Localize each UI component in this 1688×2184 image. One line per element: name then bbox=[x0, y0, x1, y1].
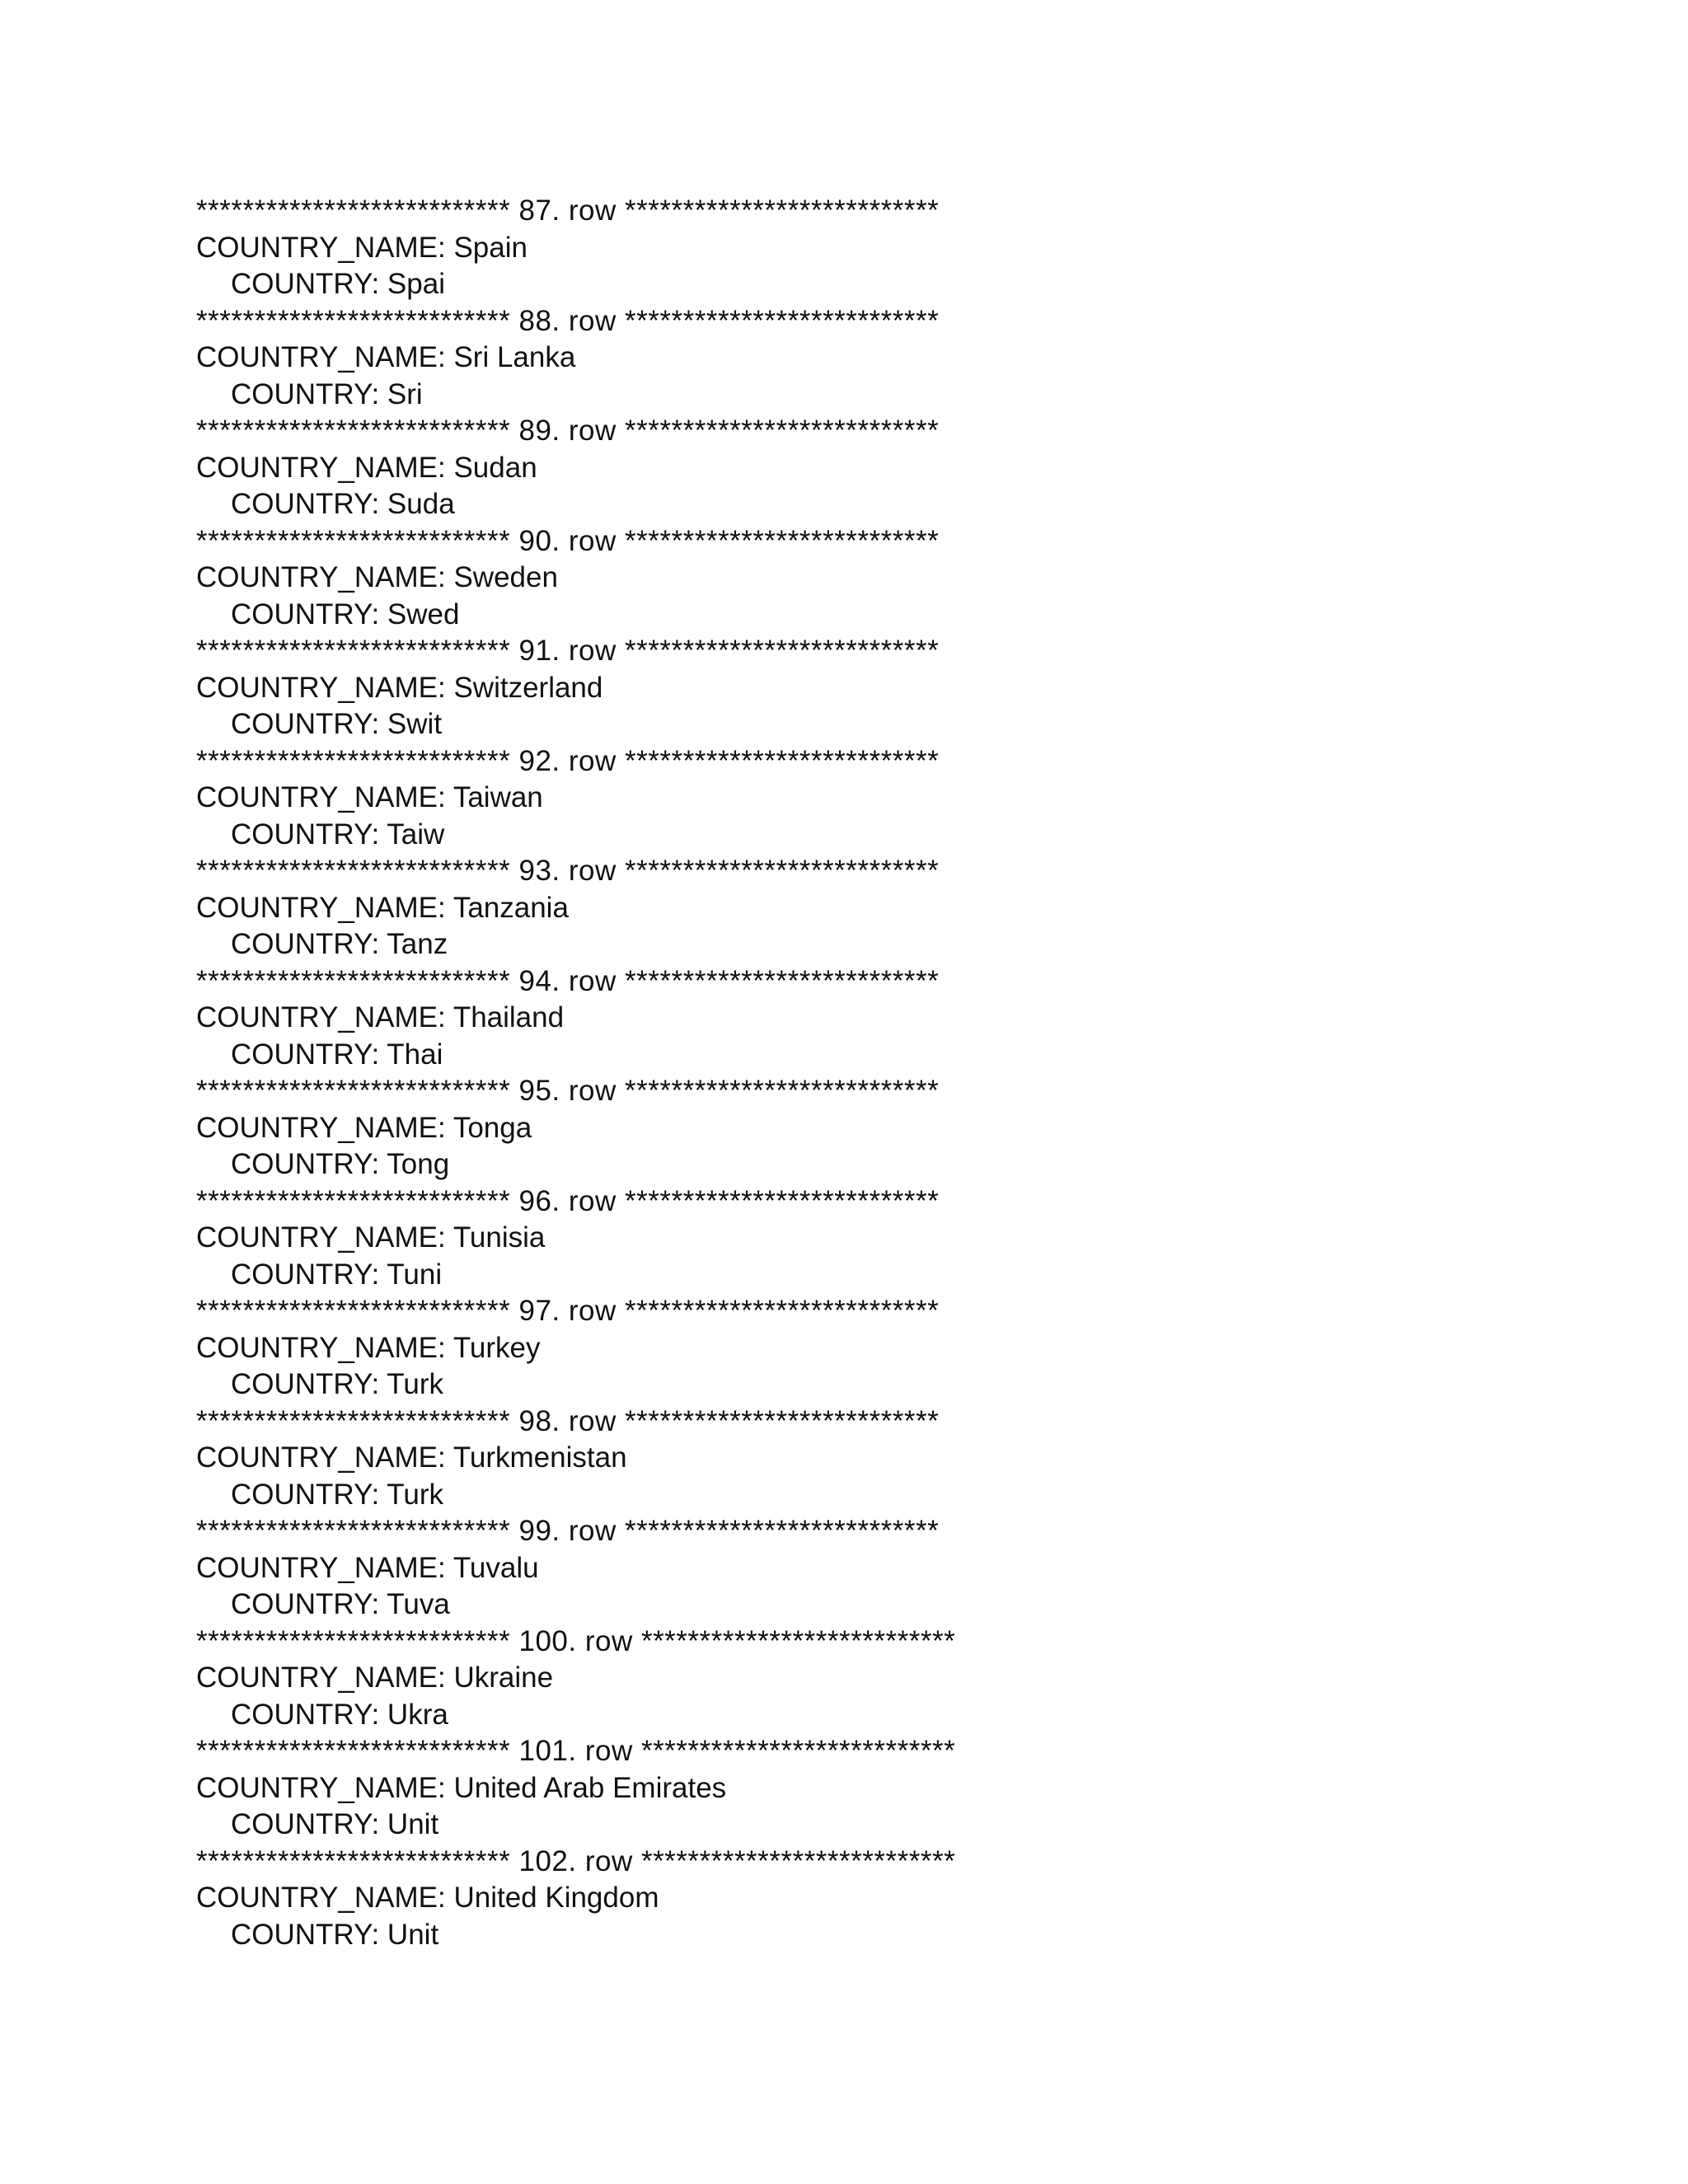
row-separator: *************************** 101. row *************************** bbox=[196, 1735, 956, 1767]
country-field: COUNTRY: Swed bbox=[231, 598, 460, 630]
record-100 bbox=[196, 1624, 1597, 1734]
country-field: COUNTRY: Unit bbox=[231, 1918, 439, 1951]
row-separator: *************************** 100. row *************************** bbox=[196, 1624, 956, 1657]
country-name-field: COUNTRY_NAME: Ukraine bbox=[196, 1661, 554, 1694]
record-96 bbox=[196, 1183, 1597, 1294]
record-90 bbox=[196, 523, 1597, 634]
row-separator: *************************** 95. row *************************** bbox=[196, 1075, 940, 1107]
row-separator: *************************** 88. row *************************** bbox=[196, 304, 940, 337]
row-separator: *************************** 97. row *************************** bbox=[196, 1295, 940, 1327]
country-name-field: COUNTRY_NAME: Tuvalu bbox=[196, 1551, 539, 1584]
country-name-field: COUNTRY_NAME: United Kingdom bbox=[196, 1882, 659, 1914]
country-name-field: COUNTRY_NAME: Tonga bbox=[196, 1111, 532, 1144]
country-name-field: COUNTRY_NAME: Thailand bbox=[196, 1001, 565, 1033]
record-88 bbox=[196, 303, 1597, 414]
country-name-field: COUNTRY_NAME: United Arab Emirates bbox=[196, 1771, 727, 1804]
country-field: COUNTRY: Thai bbox=[231, 1038, 443, 1071]
country-field: COUNTRY: Tuva bbox=[231, 1588, 450, 1620]
country-name-field: COUNTRY_NAME: Spain bbox=[196, 231, 528, 264]
record-98 bbox=[196, 1404, 1597, 1514]
record-list bbox=[196, 193, 1597, 1953]
country-field: COUNTRY: Taiw bbox=[231, 818, 445, 851]
record-91 bbox=[196, 633, 1597, 743]
row-separator: *************************** 93. row *************************** bbox=[196, 855, 940, 887]
record-95 bbox=[196, 1073, 1597, 1183]
row-separator: *************************** 90. row *************************** bbox=[196, 524, 940, 557]
row-separator: *************************** 89. row *************************** bbox=[196, 415, 940, 447]
row-separator: *************************** 98. row *************************** bbox=[196, 1404, 940, 1437]
country-field: COUNTRY: Sri bbox=[231, 377, 423, 410]
row-separator: *************************** 87. row *************************** bbox=[196, 194, 940, 227]
country-name-field: COUNTRY_NAME: Tunisia bbox=[196, 1221, 546, 1254]
record-89 bbox=[196, 413, 1597, 523]
country-field: COUNTRY: Tanz bbox=[231, 928, 448, 960]
record-94 bbox=[196, 963, 1597, 1074]
country-name-field: COUNTRY_NAME: Turkey bbox=[196, 1331, 541, 1364]
country-field: COUNTRY: Suda bbox=[231, 488, 455, 520]
record-97 bbox=[196, 1293, 1597, 1404]
record-92 bbox=[196, 743, 1597, 854]
country-field: COUNTRY: Tong bbox=[231, 1148, 450, 1180]
country-name-field: COUNTRY_NAME: Sudan bbox=[196, 451, 537, 484]
country-name-field: COUNTRY_NAME: Turkmenistan bbox=[196, 1441, 627, 1474]
country-field: COUNTRY: Turk bbox=[231, 1368, 444, 1400]
country-name-field: COUNTRY_NAME: Sweden bbox=[196, 561, 558, 593]
row-separator: *************************** 92. row *************************** bbox=[196, 744, 940, 777]
record-87 bbox=[196, 193, 1597, 303]
country-name-field: COUNTRY_NAME: Taiwan bbox=[196, 781, 543, 813]
row-separator: *************************** 91. row *************************** bbox=[196, 635, 940, 667]
country-name-field: COUNTRY_NAME: Switzerland bbox=[196, 671, 603, 704]
country-field: COUNTRY: Turk bbox=[231, 1478, 444, 1511]
country-name-field: COUNTRY_NAME: Tanzania bbox=[196, 891, 569, 924]
record-101 bbox=[196, 1733, 1597, 1844]
row-separator: *************************** 102. row *************************** bbox=[196, 1844, 956, 1877]
country-field: COUNTRY: Tuni bbox=[231, 1258, 443, 1291]
record-93 bbox=[196, 853, 1597, 963]
country-field: COUNTRY: Spai bbox=[231, 268, 445, 300]
row-separator: *************************** 99. row *************************** bbox=[196, 1515, 940, 1547]
record-102 bbox=[196, 1844, 1597, 1954]
record-99 bbox=[196, 1513, 1597, 1624]
row-separator: *************************** 94. row *************************** bbox=[196, 964, 940, 997]
country-field: COUNTRY: Unit bbox=[231, 1808, 439, 1840]
row-separator: *************************** 96. row *************************** bbox=[196, 1184, 940, 1217]
country-field: COUNTRY: Swit bbox=[231, 708, 443, 740]
country-name-field: COUNTRY_NAME: Sri Lanka bbox=[196, 341, 576, 373]
country-field: COUNTRY: Ukra bbox=[231, 1698, 448, 1731]
